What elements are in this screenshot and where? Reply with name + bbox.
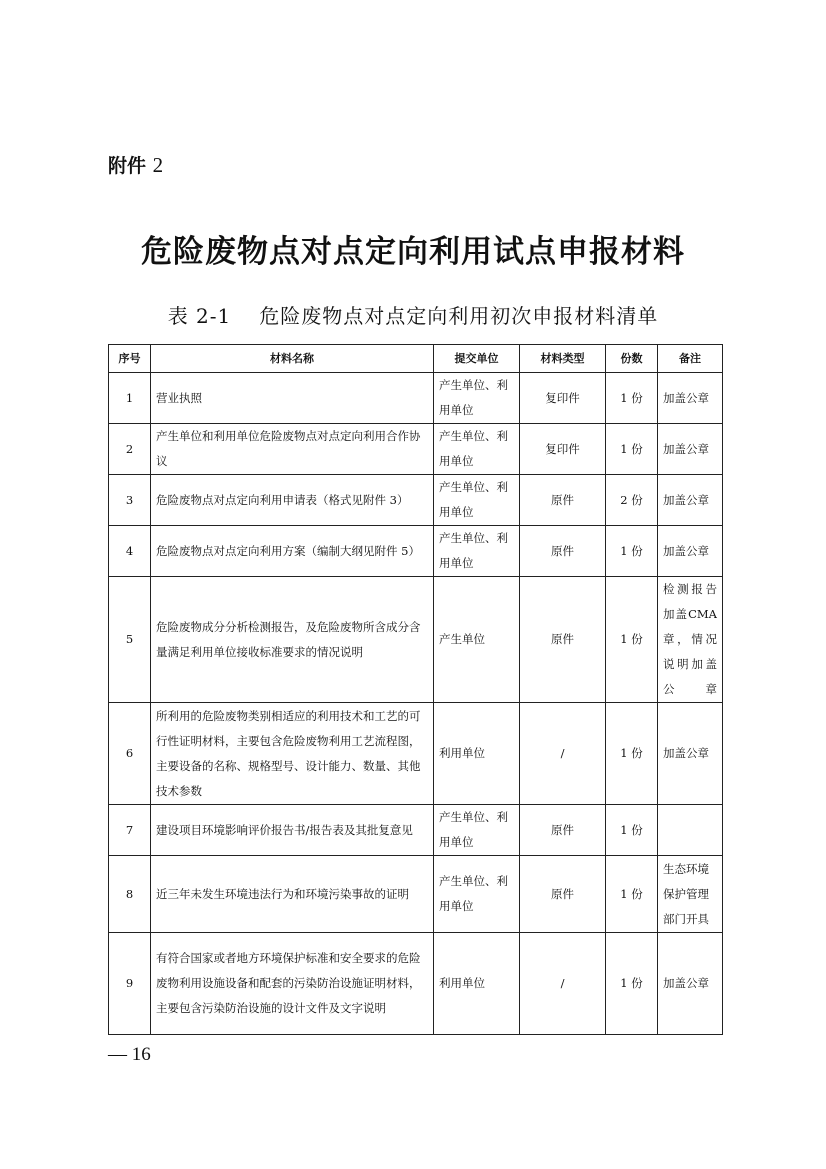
cell-unit: 产生单位、利用单位 [434, 424, 520, 475]
cell-name: 产生单位和利用单位危险废物点对点定向利用合作协议 [151, 424, 434, 475]
table-caption [0, 300, 826, 329]
table-row [109, 805, 723, 856]
header-copies: 份数 [606, 345, 658, 373]
table-caption-text: 危险废物点对点定向利用初次申报材料清单 [259, 304, 659, 328]
cell-note: 检测报告加盖CMA章，情况说明加盖公章 [658, 577, 723, 703]
cell-note: 加盖公章 [658, 424, 723, 475]
cell-copies: 1 份 [606, 424, 658, 475]
page-title: 危险废物点对点定向利用试点申报材料 [141, 234, 685, 270]
cell-no: 6 [109, 703, 151, 805]
cell-no: 7 [109, 805, 151, 856]
table-row [109, 373, 723, 424]
header-name: 材料名称 [151, 345, 434, 373]
cell-note [658, 805, 723, 856]
attachment-number: 2 [152, 153, 164, 177]
cell-note: 加盖公章 [658, 475, 723, 526]
attachment-text: 附件 [108, 155, 147, 177]
cell-no: 2 [109, 424, 151, 475]
cell-copies: 1 份 [606, 933, 658, 1035]
cell-name: 建设项目环境影响评价报告书/报告表及其批复意见 [151, 805, 434, 856]
cell-unit: 利用单位 [434, 703, 520, 805]
header-no: 序号 [109, 345, 151, 373]
cell-type: 复印件 [520, 424, 606, 475]
table-row [109, 475, 723, 526]
cell-no: 4 [109, 526, 151, 577]
cell-type: / [520, 703, 606, 805]
cell-type: 复印件 [520, 373, 606, 424]
table-row [109, 703, 723, 805]
cell-name: 危险废物点对点定向利用申请表（格式见附件 3） [151, 475, 434, 526]
cell-no: 5 [109, 577, 151, 703]
table-row [109, 856, 723, 933]
header-type: 材料类型 [520, 345, 606, 373]
cell-unit: 产生单位、利用单位 [434, 373, 520, 424]
cell-copies: 1 份 [606, 856, 658, 933]
cell-name: 近三年未发生环境违法行为和环境污染事故的证明 [151, 856, 434, 933]
cell-name: 营业执照 [151, 373, 434, 424]
cell-no: 1 [109, 373, 151, 424]
cell-type: 原件 [520, 577, 606, 703]
table-caption-number: 表 2-1 [167, 304, 232, 328]
attachment-label [108, 151, 163, 178]
cell-unit: 产生单位、利用单位 [434, 526, 520, 577]
cell-unit: 产生单位、利用单位 [434, 856, 520, 933]
cell-type: / [520, 933, 606, 1035]
cell-type: 原件 [520, 805, 606, 856]
cell-no: 3 [109, 475, 151, 526]
cell-note: 生态环境保护管理部门开具 [658, 856, 723, 933]
table-row [109, 424, 723, 475]
cell-name: 有符合国家或者地方环境保护标准和安全要求的危险废物利用设施设备和配套的污染防治设施证明材料，主要包含污染防治设施的设计文件及文字说明 [151, 933, 434, 1035]
cell-unit: 利用单位 [434, 933, 520, 1035]
cell-type: 原件 [520, 526, 606, 577]
cell-type: 原件 [520, 856, 606, 933]
materials-table [108, 344, 723, 1035]
cell-copies: 2 份 [606, 475, 658, 526]
cell-no: 8 [109, 856, 151, 933]
cell-copies: 1 份 [606, 526, 658, 577]
header-unit: 提交单位 [434, 345, 520, 373]
cell-unit: 产生单位、利用单位 [434, 475, 520, 526]
table-row [109, 526, 723, 577]
cell-name: 危险废物成分分析检测报告，及危险废物所含成分含量满足利用单位接收标准要求的情况说明 [151, 577, 434, 703]
cell-note: 加盖公章 [658, 373, 723, 424]
cell-unit: 产生单位、利用单位 [434, 805, 520, 856]
cell-name: 危险废物点对点定向利用方案（编制大纲见附件 5） [151, 526, 434, 577]
cell-unit: 产生单位 [434, 577, 520, 703]
cell-copies: 1 份 [606, 577, 658, 703]
header-note: 备注 [658, 345, 723, 373]
cell-note: 加盖公章 [658, 933, 723, 1035]
cell-copies: 1 份 [606, 373, 658, 424]
table-row [109, 577, 723, 703]
cell-no: 9 [109, 933, 151, 1035]
cell-note: 加盖公章 [658, 526, 723, 577]
cell-note: 加盖公章 [658, 703, 723, 805]
table-row [109, 933, 723, 1035]
cell-copies: 1 份 [606, 805, 658, 856]
table-header-row [109, 345, 723, 373]
cell-copies: 1 份 [606, 703, 658, 805]
page-number: — 16 [108, 1044, 151, 1065]
cell-name: 所利用的危险废物类别相适应的利用技术和工艺的可行性证明材料，主要包含危险废物利用工艺流程图，主要设备的名称、规格型号、设计能力、数量、其他技术参数 [151, 703, 434, 805]
cell-type: 原件 [520, 475, 606, 526]
